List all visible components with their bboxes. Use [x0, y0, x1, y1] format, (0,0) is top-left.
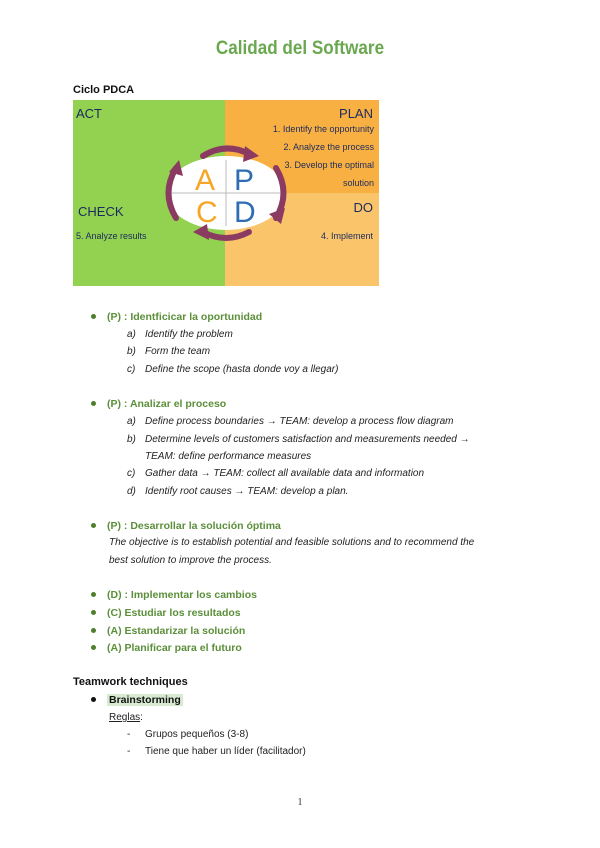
bullet-label: (A) Estandarizar la solución	[107, 625, 246, 637]
bullet-dot	[91, 628, 96, 633]
rules-label: Reglas	[109, 712, 141, 723]
plan-item-3: 3. Develop the optimal	[284, 160, 374, 170]
section-heading-pdca: Ciclo PDCA	[73, 84, 135, 96]
sub-text: TEAM: define performance measures	[145, 451, 312, 462]
plan-label: PLAN	[339, 106, 373, 121]
bullet-develop	[91, 520, 281, 532]
bullet-dot	[91, 401, 96, 406]
arrow-bottom	[203, 232, 249, 238]
bullet-label: (C) Estudiar los resultados	[107, 607, 241, 619]
plan-item-1: 1. Identify the opportunity	[272, 124, 374, 134]
letter-a: A	[195, 164, 216, 197]
do-label: DO	[353, 200, 373, 215]
section-heading-teamwork: Teamwork techniques	[73, 676, 188, 688]
paragraph-line: best solution to improve the process.	[109, 555, 272, 566]
bullet-dot	[91, 523, 96, 528]
sub-marker: b)	[127, 346, 136, 357]
check-label: CHECK	[78, 204, 124, 219]
rule-text: Grupos pequeños (3-8)	[145, 729, 249, 740]
bullet-dot	[91, 610, 96, 615]
sub-marker: d)	[127, 486, 136, 497]
act-label: ACT	[76, 106, 102, 121]
do-item: 4. Implement	[320, 231, 373, 241]
sub-text: Determine levels of customers satisfaction and measurements needed →	[145, 434, 470, 445]
rules-colon: :	[140, 712, 143, 723]
bullet-label: (P) : Desarrollar la solución óptima	[107, 520, 281, 532]
sub-text: Identify the problem	[145, 329, 233, 340]
sub-text: Define process boundaries → TEAM: develop a process flow diagram	[145, 416, 454, 427]
dash-marker: -	[127, 729, 131, 740]
rules-heading	[109, 712, 143, 723]
arrow-top	[203, 148, 249, 156]
sub-text: Gather data → TEAM: collect all available data and information	[145, 468, 425, 479]
bullet-standardize	[91, 625, 245, 637]
bullet-dot	[91, 697, 96, 702]
bullet-plan-future	[91, 642, 242, 654]
sub-marker: b)	[127, 434, 136, 445]
plan-item-2: 2. Analyze the process	[283, 142, 374, 152]
pdca-diagram	[73, 100, 379, 286]
bullet-label: (P) : Identficicar la oportunidad	[107, 311, 263, 323]
letter-p: P	[234, 164, 255, 197]
sub-text: Identify root causes → TEAM: develop a plan.	[145, 486, 349, 497]
sub-marker: c)	[127, 364, 136, 375]
dash-marker: -	[127, 746, 131, 757]
bullet-dot	[91, 645, 96, 650]
bullet-implement	[91, 589, 257, 601]
bullet-brainstorming	[91, 694, 183, 706]
bullet-identify	[91, 311, 262, 323]
check-item: 5. Analyze results	[76, 231, 147, 241]
sub-marker: a)	[127, 329, 136, 340]
bullet-dot	[91, 314, 96, 319]
brainstorming-label: Brainstorming	[109, 694, 181, 706]
rule-text: Tiene que haber un líder (facilitador)	[145, 746, 306, 757]
letter-d: D	[234, 196, 256, 229]
sub-marker: c)	[127, 468, 136, 479]
plan-item-3-cont: solution	[342, 178, 374, 188]
paragraph-line: The objective is to establish potential and feasible solutions and to recommend the	[109, 537, 475, 548]
bullet-label: (P) : Analizar el proceso	[107, 398, 227, 410]
bullet-label: (D) : Implementar los cambios	[107, 589, 257, 601]
bullet-dot	[91, 592, 96, 597]
bullet-study	[91, 607, 241, 619]
sub-marker: a)	[127, 416, 136, 427]
page-title: Calidad del Software	[215, 38, 385, 59]
sub-text: Form the team	[145, 346, 211, 357]
page-number: 1	[297, 797, 303, 808]
bullet-analyze	[91, 398, 226, 410]
letter-c: C	[196, 196, 218, 229]
sub-text: Define the scope (hasta donde voy a llegar)	[145, 364, 339, 375]
bullet-label: (A) Planificar para el futuro	[107, 642, 242, 654]
